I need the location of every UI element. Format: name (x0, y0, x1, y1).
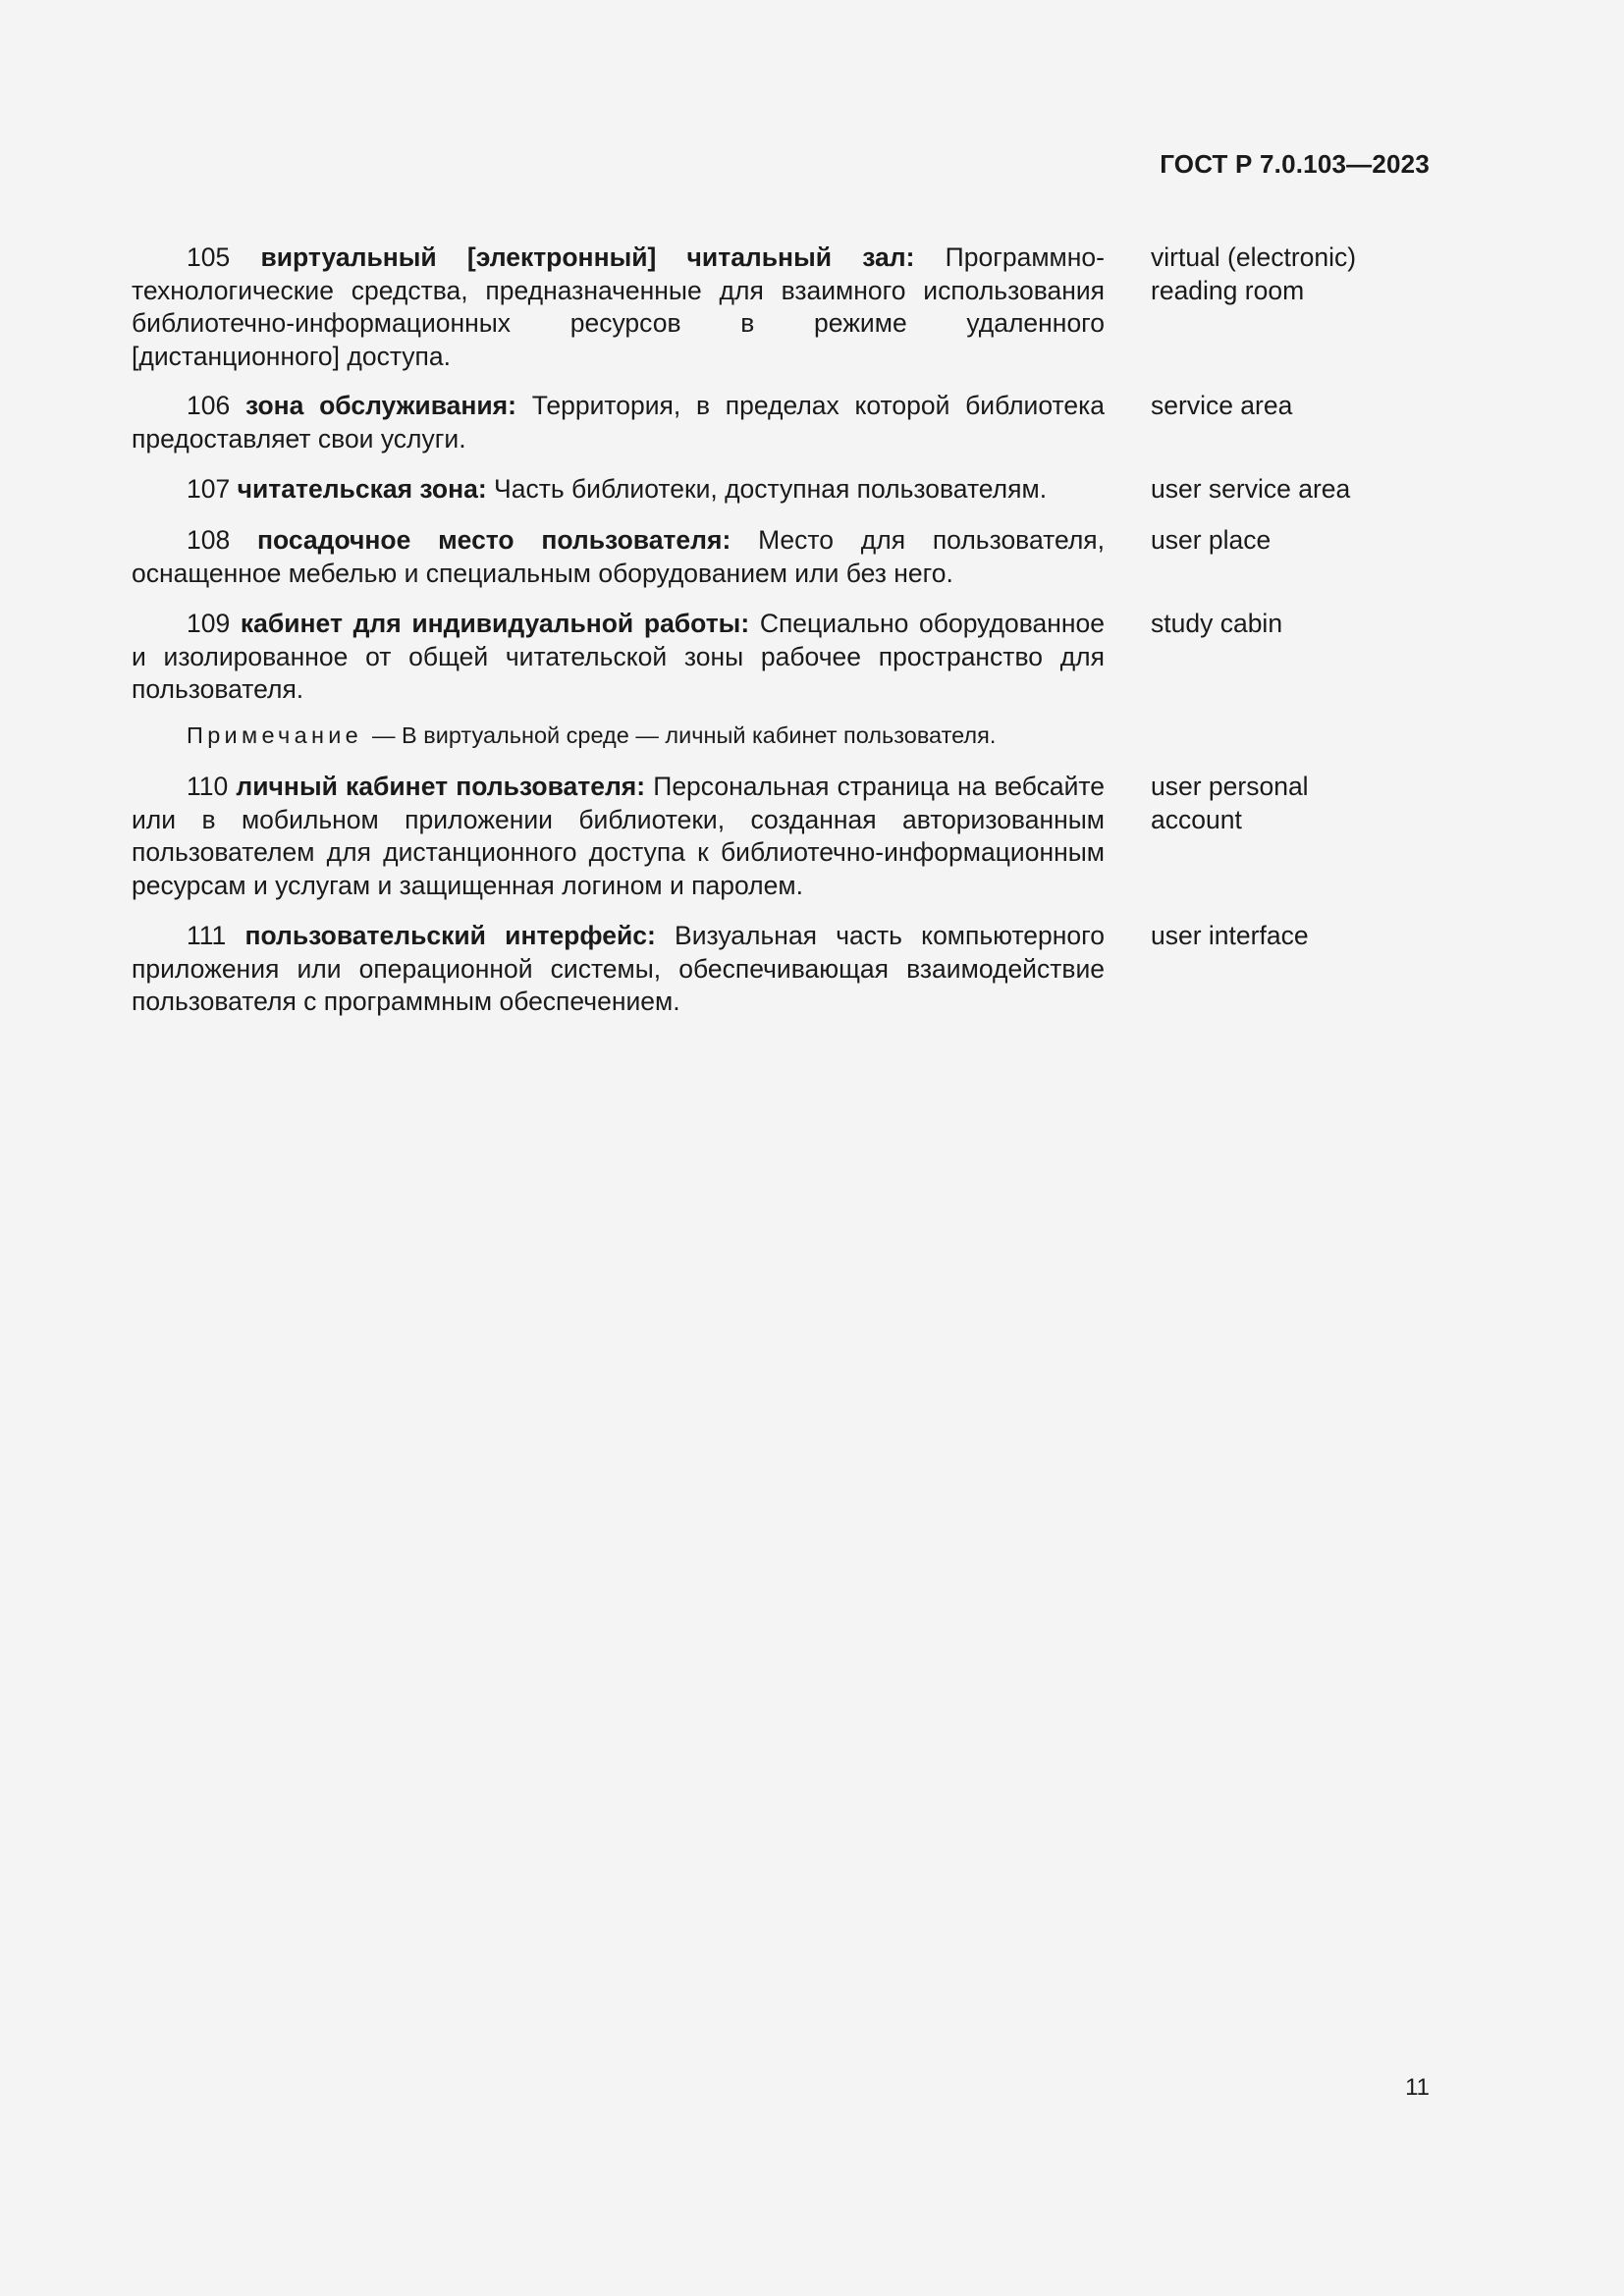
entry-term: читательская зона: (237, 474, 487, 504)
note-text: — В виртуальной среде — личный кабинет пользователя. (372, 722, 997, 748)
entry-number: 108 (187, 525, 231, 555)
entry-english-term: user service area (1151, 474, 1351, 504)
entry-definition (132, 920, 1105, 1019)
entry-number: 107 (187, 474, 231, 504)
entry-definition (132, 390, 1105, 455)
entry-number: 111 (187, 921, 227, 950)
entry-term: зона обслуживания: (244, 391, 516, 420)
entry-term: личный кабинет пользователя: (236, 772, 646, 801)
entry-number: 106 (187, 391, 231, 420)
entry-english-term: user personal account (1151, 772, 1309, 834)
entry-term: посадочное место пользователя: (257, 525, 731, 555)
entry-definition-text: Территория, в пределах которой библиотека предоставляет свои услуги. (132, 391, 1105, 454)
entry-definition-text: Программно-технологические средства, предназначенные для взаимного использования библиотечно-информационных ресурсов в режиме удаленного [дистанционного] доступа. (132, 242, 1105, 371)
entry-definition (132, 473, 1105, 507)
entry-definition-text: Персональная страница на вебсайте или в мобильном приложении библиотеки, созданная авторизованным пользователем для дистанционного доступа к библиотечно-информационным ресурсам и услугам и защищенная логином и паролем. (132, 772, 1105, 900)
entry-definition-text: Часть библиотеки, доступная пользователям. (494, 474, 1048, 504)
entry-term: виртуальный [электронный] читальный зал: (260, 242, 915, 272)
page-number: 11 (1405, 2074, 1430, 2101)
entry-number: 109 (187, 609, 231, 638)
entry-english-term: study cabin (1151, 609, 1283, 638)
entry-definition-text: Специально оборудованное и изолированное от общей читательской зоны рабочее пространство для пользователя. (132, 609, 1105, 704)
document-header-code: ГОСТ Р 7.0.103—2023 (1160, 149, 1430, 179)
entry-definition (132, 241, 1105, 373)
entry-definition-text: Визуальная часть компьютерного приложения или операционной системы, обеспечивающая взаимодействие пользователя с программным обеспечением. (132, 921, 1105, 1016)
entry-definition (132, 771, 1105, 902)
note (187, 721, 1129, 750)
entry-term: пользовательский интерфейс: (244, 921, 656, 950)
entry-english-term: user place (1151, 525, 1272, 555)
entry-definition-text: Место для пользователя, оснащенное мебелью и специальным оборудованием или без него. (132, 525, 1105, 588)
entry-english-term: virtual (electronic) reading room (1151, 242, 1357, 305)
entry-number: 110 (187, 772, 229, 801)
entry-term: кабинет для индивидуальной работы: (240, 609, 750, 638)
entry-definition (132, 524, 1105, 590)
entry-english-term: service area (1151, 391, 1293, 420)
entry-english-term: user interface (1151, 921, 1309, 950)
entry-definition (132, 608, 1105, 707)
entry-number: 105 (187, 242, 231, 272)
note-label: Примечание (187, 722, 363, 748)
